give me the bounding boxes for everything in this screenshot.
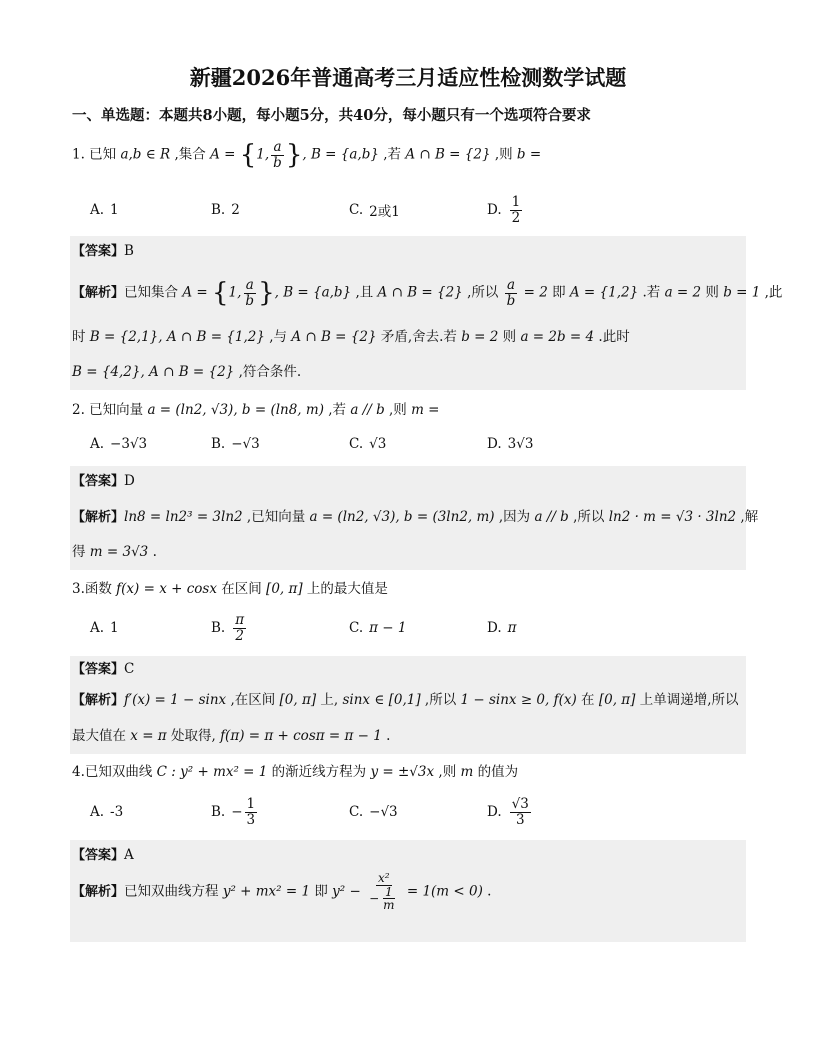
question-3-options [72, 608, 752, 648]
question-4-stem: 4.已知双曲线 C : y² + mx² = 1 的渐近线方程为 y = ±√3x ,则 m 的值为 [72, 764, 519, 780]
analysis-line-2: 最大值在 x = π 处取得, f(π) = π + cosπ = π − 1 . [72, 728, 391, 744]
option-d: D. 3√3 [487, 436, 534, 452]
question-2-stem: 2. 已知向量 a = (ln2, √3), b = (ln8, m) ,若 a // b ,则 m = [72, 402, 440, 418]
question-3-stem: 3.函数 f(x) = x + cosx 在区间 [0, π] 上的最大值是 [72, 581, 388, 597]
analysis-line-2: 时 B = {2,1}, A ∩ B = {1,2} ,与 A ∩ B = {2} 矛盾,舍去.若 b = 2 则 a = 2b = 4 .此时 [72, 329, 630, 345]
analysis-line-2: 得 m = 3√3 . [72, 544, 157, 560]
answer-line: 【答案】A [72, 847, 134, 863]
option-c: C. 2或1 [349, 202, 400, 220]
analysis-line-3: B = {4,2}, A ∩ B = {2} ,符合条件. [72, 364, 302, 380]
option-a: A. 1 [90, 202, 119, 218]
question-4-options [72, 792, 752, 832]
option-a: A. -3 [90, 804, 124, 820]
option-d: D. $\frac{1}{2}$ [487, 194, 521, 226]
option-b: B. 2 [211, 202, 240, 218]
fraction: x² − $\frac{1}{m}$ [369, 871, 395, 913]
answer-line: 【答案】B [72, 243, 134, 259]
question-1-stem: 1. 已知 a,b ∈ R ,集合 A = {1, $\frac{a}{b}$ }, B = {a,b} ,若 A ∩ B = {2} ,则 b = [72, 139, 542, 171]
analysis-line-1: 【解析】已知集合 A = {1, $\frac{a}{b}$ }, B = {a,b} ,且 A ∩ B = {2} ,所以 $\frac{a}{b}$ = 2 即 A = {1,2} .若 a = 2 则 b = 1 ,此 [72, 277, 783, 309]
option-a: A. −3√3 [90, 436, 148, 452]
option-c: C. −√3 [349, 804, 398, 820]
page-title: 新疆2026年普通高考三月适应性检测数学试题 [189, 65, 627, 90]
option-d: D. π [487, 620, 517, 636]
option-c: C. π − 1 [349, 620, 407, 636]
analysis-line-1: 【解析】ln8 = ln2³ = 3ln2 ,已知向量 a = (ln2, √3), b = (3ln2, m) ,因为 a // b ,所以 ln2 · m = √3 · 3ln2 ,解 [72, 509, 759, 525]
option-b: B. −√3 [211, 436, 260, 452]
answer-line: 【答案】C [72, 661, 135, 677]
answer-line: 【答案】D [72, 473, 135, 489]
option-b: B. $\frac{\pi}{2}$ [211, 612, 245, 644]
option-b: B. − $\frac{1}{3}$ [211, 796, 256, 828]
option-c: C. √3 [349, 436, 387, 452]
option-d: D. $\frac{√3}{3}$ [487, 796, 529, 828]
question-1-options [72, 190, 752, 230]
analysis-line-1: 【解析】已知双曲线方程 y² + mx² = 1 即 y² − x² − $\frac{1}{m}$ = 1(m < 0) . [72, 871, 492, 913]
question-2-options [72, 424, 752, 464]
fraction: $\frac{a}{b}$ [273, 139, 282, 171]
analysis-line-1: 【解析】f′(x) = 1 − sinx ,在区间 [0, π] 上, sinx ∈ [0,1] ,所以 1 − sinx ≥ 0, f(x) 在 [0, π] 上单调递增,所以 [72, 692, 739, 708]
option-a: A. 1 [90, 620, 119, 636]
section-heading: 一、单选题：本题共8小题，每小题5分，共40分，每小题只有一个选项符合要求 [72, 107, 591, 124]
